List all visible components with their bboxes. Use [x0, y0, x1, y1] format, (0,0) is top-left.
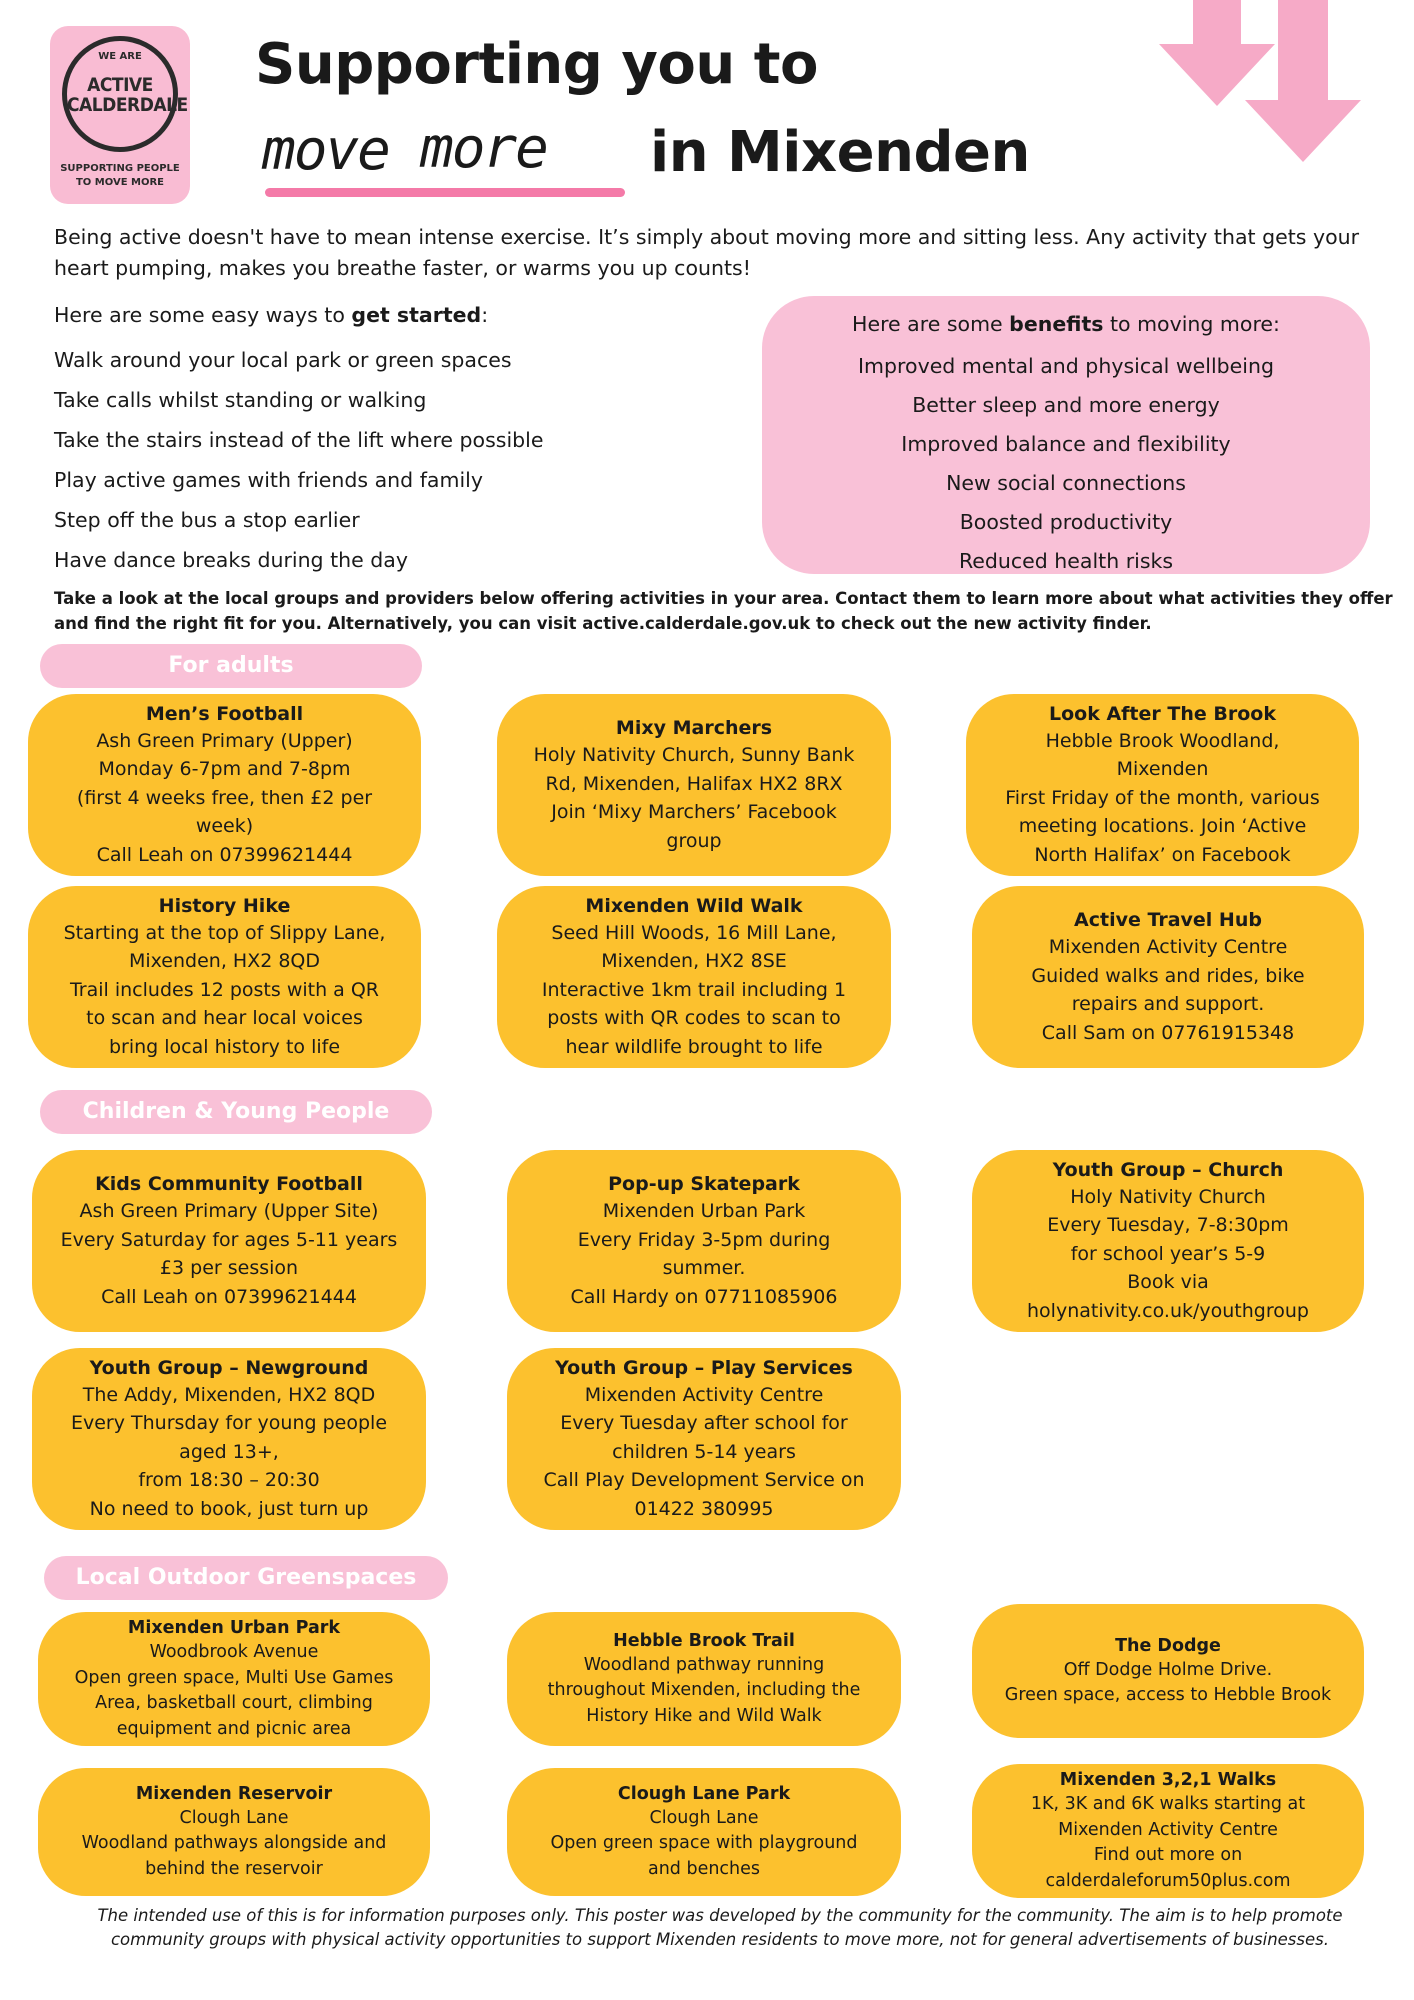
list-item: Reduced health risks [958, 549, 1174, 573]
title-location: in Mixenden [650, 120, 1030, 185]
list-item: Step off the bus a stop earlier [54, 508, 360, 532]
card-line: Holy Nativity Church, Sunny Bank [533, 744, 855, 766]
card-line: Mixenden Activity Centre [1058, 1819, 1278, 1840]
section-adults: For adults [40, 644, 422, 688]
list-item: New social connections [946, 471, 1186, 495]
intro-paragraph: Being active doesn't have to mean intense exercise. It’s simply about moving more and sitting less. Any activity that gets your heart pumping, makes you breathe faster, or warms you up counts! [54, 225, 1360, 280]
card-title: Men’s Football [145, 702, 304, 725]
card-line: Every Friday 3-5pm during [577, 1228, 831, 1251]
card-line: bring local history to life [108, 1035, 341, 1058]
greenspace-card-mixenden-urban-park [38, 1612, 430, 1746]
card-title: Youth Group – Play Services [555, 1356, 853, 1379]
card-line: Ash Green Primary (Upper) [96, 729, 353, 752]
logo-tagline-line2: TO MOVE MORE [75, 177, 165, 188]
list-item: Boosted productivity [959, 510, 1173, 534]
card-line: Open green space, Multi Use Games [74, 1667, 394, 1688]
section-greenspaces: Local Outdoor Greenspaces [44, 1556, 448, 1600]
logo-tagline-line1: SUPPORTING PEOPLE [60, 163, 180, 174]
card-line: Mixenden [1116, 758, 1209, 781]
list-item: Play active games with friends and family [54, 468, 483, 492]
logo-name-line1: ACTIVE [87, 74, 153, 96]
card-title: Pop-up Skatepark [608, 1173, 800, 1195]
card-line: throughout Mixenden, including the [547, 1680, 861, 1701]
greenspace-card-the-dodge [972, 1604, 1364, 1738]
list-item: Better sleep and more energy [912, 393, 1220, 417]
activity-card-look-after-the-brook [966, 694, 1359, 876]
activity-card-mens-football [28, 694, 421, 876]
ways-heading: Here are some easy ways to get started: [54, 303, 489, 327]
greenspace-card-mixenden-reservoir [38, 1768, 430, 1896]
page-title: Supporting you to [255, 32, 818, 97]
card-line: summer. [662, 1257, 746, 1279]
card-line: Area, basketball court, climbing [95, 1693, 373, 1713]
card-line: 1K, 3K and 6K walks starting at [1030, 1794, 1306, 1814]
card-line: from 18:30 – 20:30 [138, 1469, 320, 1492]
card-line: Off Dodge Holme Drive. [1063, 1659, 1273, 1680]
card-line: (first 4 weeks free, then £2 per [76, 786, 373, 809]
card-line: North Halifax’ on Facebook [1034, 843, 1291, 866]
list-item: Have dance breaks during the day [54, 548, 408, 572]
card-line: Find out more on [1093, 1845, 1243, 1865]
card-line: Clough Lane [649, 1807, 759, 1828]
card-line: Woodland pathway running [583, 1654, 825, 1675]
title-move-word: move [262, 118, 389, 183]
card-line: repairs and support. [1071, 993, 1265, 1015]
activity-card-youth-group-play-services [507, 1348, 901, 1530]
card-title: Clough Lane Park [617, 1783, 791, 1804]
activity-card-youth-group-church [972, 1150, 1364, 1332]
activity-card-history-hike [28, 886, 421, 1068]
card-line: to scan and hear local voices [86, 1007, 363, 1030]
card-line: Call Leah on 07399621444 [96, 843, 353, 866]
card-title: History Hike [158, 894, 291, 917]
benefits-heading: Here are some benefits to moving more: [852, 312, 1280, 336]
card-line: Every Thursday for young people [70, 1412, 388, 1435]
activity-card-active-travel-hub [972, 886, 1364, 1068]
card-line: aged 13+, [179, 1440, 279, 1463]
card-title: Hebble Brook Trail [613, 1630, 795, 1651]
activity-card-youth-group-newground [32, 1348, 426, 1530]
card-line: calderdaleforum50plus.com [1045, 1870, 1291, 1891]
logo-tagline [50, 162, 190, 190]
card-line: Green space, access to Hebble Brook [1004, 1685, 1332, 1705]
card-title: Mixenden Wild Walk [585, 894, 803, 917]
logo-top-text: WE ARE [98, 51, 142, 62]
card-line: Seed Hill Woods, 16 Mill Lane, [551, 921, 837, 944]
activity-card-pop-up-skatepark [507, 1150, 901, 1332]
list-item: Take the stairs instead of the lift where possible [54, 428, 544, 452]
benefits-panel [762, 296, 1370, 574]
card-line: Hebble Brook Woodland, [1045, 729, 1280, 752]
greenspace-card-mixenden-321-walks [972, 1764, 1364, 1898]
card-line: Every Tuesday, 7-8:30pm [1047, 1214, 1289, 1237]
card-line: Mixenden Activity Centre [1048, 936, 1288, 958]
card-line: Starting at the top of Slippy Lane, [63, 921, 386, 944]
card-title: Mixenden Urban Park [127, 1618, 341, 1638]
card-line: hear wildlife brought to life [565, 1035, 823, 1058]
ways-list [54, 345, 543, 585]
list-item: Walk around your local park or green spaces [54, 348, 512, 372]
card-line: Guided walks and rides, bike [1031, 964, 1305, 987]
card-line: First Friday of the month, various [1005, 786, 1320, 809]
card-line: £3 per session [159, 1257, 299, 1279]
card-title: The Dodge [1115, 1635, 1221, 1656]
benefits-list [762, 348, 1370, 582]
greenspace-card-clough-lane-park [507, 1768, 901, 1896]
card-line: Clough Lane [179, 1807, 289, 1828]
card-line: week) [195, 815, 254, 838]
card-line: Rd, Mixenden, Halifax HX2 8RX [545, 772, 843, 795]
card-line: The Addy, Mixenden, HX2 8QD [82, 1383, 376, 1406]
list-item: Improved mental and physical wellbeing [858, 354, 1274, 378]
card-title: Mixenden Reservoir [135, 1783, 333, 1804]
logo-name-line2: CALDERDALE [67, 94, 188, 116]
card-line: Call Play Development Service on [543, 1469, 865, 1492]
card-line: Call Hardy on 07711085906 [570, 1285, 838, 1308]
card-line: Mixenden Urban Park [602, 1200, 806, 1222]
card-line: Woodbrook Avenue [149, 1642, 319, 1662]
title-underline [265, 188, 625, 197]
card-line: Trail includes 12 posts with a QR [69, 978, 380, 1001]
card-line: for school year’s 5-9 [1070, 1242, 1266, 1265]
card-title: Kids Community Football [95, 1173, 363, 1195]
card-line: equipment and picnic area [116, 1718, 352, 1739]
card-title: Active Travel Hub [1074, 909, 1262, 931]
card-line: Open green space with playground [550, 1833, 858, 1854]
card-title: Mixenden 3,2,1 Walks [1059, 1770, 1277, 1790]
card-line: Interactive 1km trail including 1 [541, 978, 847, 1001]
card-line: meeting locations. Join ‘Active [1018, 815, 1307, 838]
activity-card-mixenden-wild-walk [497, 886, 891, 1068]
list-item: Improved balance and flexibility [901, 432, 1231, 456]
info-note: Take a look at the local groups and providers below offering activities in your area. Contact them to learn more about what activities they offer and find the right fit for you. Alternatively, you can visit active.calderdale.gov.uk to check out the new activity finder. [54, 589, 1393, 633]
card-line: Holy Nativity Church [1070, 1185, 1266, 1208]
active-calderdale-logo [50, 26, 190, 204]
card-line: Every Saturday for ages 5-11 years [60, 1228, 398, 1251]
footer-disclaimer: The intended use of this is for information purposes only. This poster was developed by the community for the community. The aim is to help promote community groups with physical activity opportunities to support Mixenden residents to move more, not for general advertisements of businesses. [97, 1906, 1343, 1949]
card-line: Book via [1127, 1271, 1209, 1294]
card-line: 01422 380995 [634, 1497, 774, 1520]
card-line: Monday 6-7pm and 7-8pm [98, 758, 351, 781]
card-line: posts with QR codes to scan to [547, 1007, 841, 1030]
card-line: Mixenden, HX2 8SE [601, 950, 787, 973]
logo-name [67, 74, 188, 116]
card-line: Ash Green Primary (Upper Site) [79, 1200, 379, 1222]
card-line: History Hike and Wild Walk [586, 1705, 822, 1726]
card-title: Mixy Marchers [615, 717, 773, 739]
activity-card-kids-community-football [32, 1150, 426, 1332]
card-line: behind the reservoir [145, 1858, 323, 1879]
card-line: Call Sam on 07761915348 [1041, 1021, 1295, 1044]
card-line: Join ‘Mixy Marchers’ Facebook [551, 801, 837, 823]
list-item: Take calls whilst standing or walking [54, 388, 427, 412]
card-title: Look After The Brook [1049, 702, 1276, 725]
card-line: children 5-14 years [612, 1440, 796, 1463]
title-more-word: more [420, 116, 547, 181]
card-line: Woodland pathways alongside and [81, 1833, 387, 1854]
section-children: Children & Young People [40, 1090, 432, 1134]
card-line: group [666, 829, 722, 852]
card-title: Youth Group – Church [1052, 1158, 1284, 1181]
card-line: Call Leah on 07399621444 [101, 1285, 357, 1308]
card-title: Youth Group – Newground [89, 1356, 369, 1379]
card-line: holynativity.co.uk/youthgroup [1027, 1299, 1309, 1322]
card-line: Mixenden, HX2 8QD [128, 950, 321, 973]
card-line: Mixenden Activity Centre [584, 1383, 824, 1406]
logo-badge [62, 36, 188, 152]
greenspace-card-hebble-brook-trail [507, 1612, 901, 1746]
card-line: and benches [647, 1858, 761, 1879]
card-line: Every Tuesday after school for [560, 1412, 848, 1435]
activity-card-mixy-marchers [497, 694, 891, 876]
card-line: No need to book, just turn up [89, 1497, 369, 1520]
